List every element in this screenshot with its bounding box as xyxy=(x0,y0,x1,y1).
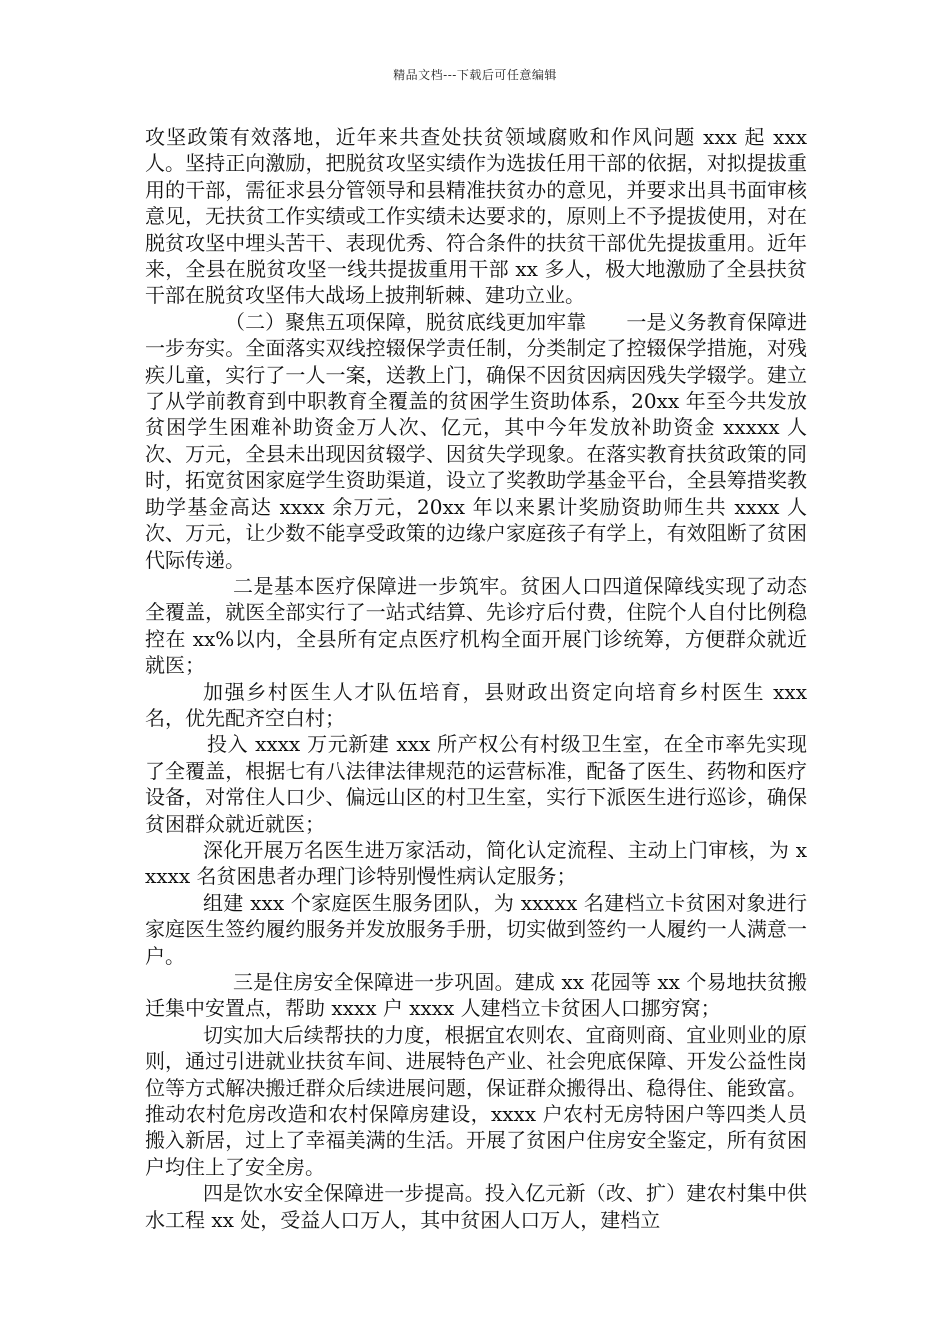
document-body xyxy=(145,124,807,1233)
paragraph-medical-guarantee: 二是基本医疗保障进一步筑牢。贫困人口四道保障线实现了动态全覆盖，就医全部实行了一站式结算、先诊疗后付费，住院个人自付比例稳控在 xx%以内，全县所有定点医疗机构全面开展门诊统筹，方便群众就近就医； xyxy=(145,573,807,678)
paragraph-cadre-evaluation: 攻坚政策有效落地，近年来共查处扶贫领域腐败和作风问题 xxx 起 xxx 人。坚持正向激励，把脱贫攻坚实绩作为选拔任用干部的依据，对拟提拔重用的干部，需征求县分管领导和县精准扶贫办的意见，并要求出具书面审核意见，无扶贫工作实绩或工作实绩未达要求的，原则上不予提拔使用，对在脱贫攻坚中埋头苦干、表现优秀、符合条件的扶贫干部优先提拔重用。近年来，全县在脱贫攻坚一线共提拔重用干部 xx 多人，极大地激励了全县扶贫干部在脱贫攻坚伟大战场上披荆斩棘、建功立业。 xyxy=(145,125,807,308)
paragraph-housing-guarantee: 三是住房安全保障进一步巩固。建成 xx 花园等 xx 个易地扶贫搬迁集中安置点，帮助 xxxx 户 xxxx 人建档立卡贫困人口挪穷窝； xyxy=(145,970,807,1021)
paragraph-rural-doctors: 加强乡村医生人才队伍培育，县财政出资定向培育乡村医生 xxx 名，优先配齐空白村； xyxy=(145,679,807,730)
paragraph-doctor-visits: 深化开展万名医生进万家活动，简化认定流程、主动上门审核，为 xxxxx 名贫困患者办理门诊特别慢性病认定服务； xyxy=(145,837,807,889)
paragraph-water-guarantee: 四是饮水安全保障进一步提高。投入亿元新（改、扩）建农村集中供水工程 xx 处，受益人口万人，其中贫困人口万人，建档立 xyxy=(145,1181,807,1232)
paragraph-relocation-support: 切实加大后续帮扶的力度，根据宜农则农、宜商则商、宜业则业的原则，通过引进就业扶贫车间、进展特色产业、社会兜底保障、开发公益性岗位等方式解决搬迁群众后续进展问题，保证群众搬得出、稳得住、能致富。推动农村危房改造和农村保障房建设，xxxx 户农村无房特困户等四类人员搬入新居，过上了幸福美满的生活。开展了贫困户住房安全鉴定，所有贫困户均住上了安全房。 xyxy=(145,1022,807,1179)
paragraph-education-guarantee: （二）聚焦五项保障，脱贫底线更加牢靠 一是义务教育保障进一步夯实。全面落实双线控辍保学责任制，分类制定了控辍保学措施，对残疾儿童，实行了一人一案，送教上门，确保不因贫因病因残失学辍学。建立了从学前教育到中职教育全覆盖的贫困学生资助体系，20xx 年至今共发放贫困学生困难补助资金万人次、亿元，其中今年发放补助资金 xxxxx 人次、万元，全县未出现因贫辍学、因贫失学现象。在落实教育扶贫政策的同时，拓宽贫困家庭学生资助渠道，设立了奖教助学基金平台，全县筹措奖教助学基金高达 xxxx 余万元，20xx 年以来累计奖励资助师生共 xxxx 人次、万元，让少数不能享受政策的边缘户家庭孩子有学上，有效阻断了贫困代际传递。 xyxy=(145,309,807,572)
paragraph-family-doctors: 组建 xxx 个家庭医生服务团队，为 xxxxx 名建档立卡贫困对象进行家庭医生签约履约服务并发放服务手册，切实做到签约一人履约一人满意一户。 xyxy=(145,890,807,968)
paragraph-village-clinics: 投入 xxxx 万元新建 xxx 所产权公有村级卫生室，在全市率先实现了全覆盖，根据七有八法律法律规范的运营标准，配备了医生、药物和医疗设备，对常住人口少、偏远山区的村卫生室，实行下派医生进行巡诊，确保贫困群众就近就医； xyxy=(145,732,807,836)
page-header: 精品文档---下载后可任意编辑 xyxy=(393,68,557,82)
